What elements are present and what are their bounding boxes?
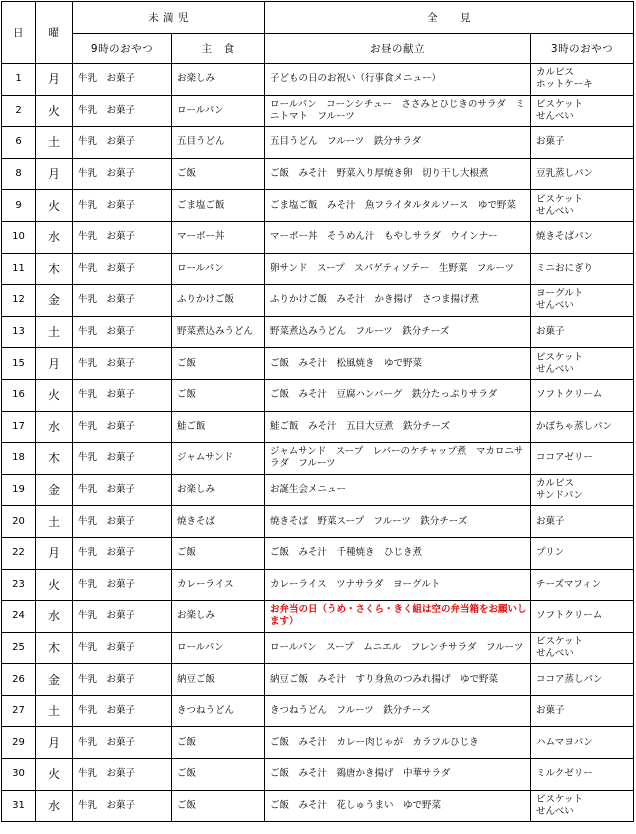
cell-snack-am: 牛乳 お菓子 (73, 664, 172, 696)
cell-lunch: お誕生会メニュー (265, 474, 531, 506)
cell-weekday: 土 (36, 506, 73, 538)
table-row (2, 443, 634, 475)
cell-lunch: 鮭ご飯 みそ汁 五目大豆煮 鉄分チーズ (265, 411, 531, 443)
cell-staple: ロールパン (172, 95, 265, 127)
cell-lunch: ご飯 みそ汁 千種焼き ひじき煮 (265, 537, 531, 569)
cell-snack-pm: ソフトクリーム (531, 601, 634, 633)
cell-staple: ご飯 (172, 759, 265, 791)
cell-staple: ご飯 (172, 348, 265, 380)
cell-staple: 納豆ご飯 (172, 664, 265, 696)
cell-day: 31 (2, 790, 36, 822)
cell-snack-am: 牛乳 お菓子 (73, 506, 172, 538)
header-lunch: お昼の献立 (265, 34, 531, 64)
table-row (2, 190, 634, 222)
cell-weekday: 月 (36, 158, 73, 190)
cell-lunch: ロールパン スープ ムニエル フレンチサラダ フルーツ (265, 632, 531, 664)
cell-weekday: 火 (36, 759, 73, 791)
cell-lunch: きつねうどん フルーツ 鉄分チーズ (265, 695, 531, 727)
cell-day: 12 (2, 285, 36, 317)
cell-snack-pm: 焼きそばパン (531, 221, 634, 253)
table-row (2, 790, 634, 822)
cell-weekday: 火 (36, 379, 73, 411)
table-row (2, 601, 634, 633)
cell-snack-am: 牛乳 お菓子 (73, 411, 172, 443)
cell-staple: ご飯 (172, 379, 265, 411)
table-row (2, 664, 634, 696)
cell-snack-pm: 豆乳蒸しパン (531, 158, 634, 190)
cell-snack-pm: カルピス ホットケーキ (531, 64, 634, 96)
cell-snack-am: 牛乳 お菓子 (73, 95, 172, 127)
cell-snack-am: 牛乳 お菓子 (73, 727, 172, 759)
cell-day: 6 (2, 127, 36, 159)
cell-lunch: マーボー丼 そうめん汁 もやしサラダ ウインナー (265, 221, 531, 253)
cell-snack-pm: チーズマフィン (531, 569, 634, 601)
cell-day: 17 (2, 411, 36, 443)
cell-lunch: 卵サンド スープ スパゲティソテー 生野菜 フルーツ (265, 253, 531, 285)
table-row (2, 474, 634, 506)
cell-staple: カレーライス (172, 569, 265, 601)
cell-snack-pm: ココア蒸しパン (531, 664, 634, 696)
cell-snack-pm: ココアゼリー (531, 443, 634, 475)
cell-day: 20 (2, 506, 36, 538)
cell-staple: ふりかけご飯 (172, 285, 265, 317)
header-day: 日 (2, 2, 36, 64)
cell-lunch: ごま塩ご飯 みそ汁 魚フライタルタルソース ゆで野菜 (265, 190, 531, 222)
table-row (2, 537, 634, 569)
cell-staple: ご飯 (172, 727, 265, 759)
table-row (2, 316, 634, 348)
cell-day: 26 (2, 664, 36, 696)
cell-lunch: ご飯 みそ汁 カレー肉じゃが カラフルひじき (265, 727, 531, 759)
cell-weekday: 月 (36, 348, 73, 380)
cell-snack-am: 牛乳 お菓子 (73, 221, 172, 253)
cell-lunch: 納豆ご飯 みそ汁 すり身魚のつみれ揚げ ゆで野菜 (265, 664, 531, 696)
cell-snack-pm: プリン (531, 537, 634, 569)
cell-snack-am: 牛乳 お菓子 (73, 348, 172, 380)
cell-day: 27 (2, 695, 36, 727)
cell-staple: マーボー丼 (172, 221, 265, 253)
cell-lunch: 子どもの日のお祝い（行事食メニュー） (265, 64, 531, 96)
header-staple: 主 食 (172, 34, 265, 64)
cell-snack-pm: ビスケット せんべい (531, 790, 634, 822)
cell-lunch: ご飯 みそ汁 松風焼き ゆで野菜 (265, 348, 531, 380)
header-under: 未 満 児 (73, 2, 265, 34)
table-row (2, 695, 634, 727)
cell-snack-pm: ビスケット せんべい (531, 95, 634, 127)
table-row (2, 727, 634, 759)
cell-snack-pm: お菓子 (531, 506, 634, 538)
cell-lunch: ご飯 みそ汁 野菜入り厚焼き卵 切り干し大根煮 (265, 158, 531, 190)
cell-day: 25 (2, 632, 36, 664)
cell-weekday: 木 (36, 632, 73, 664)
cell-snack-pm: お菓子 (531, 127, 634, 159)
cell-day: 19 (2, 474, 36, 506)
table-row (2, 379, 634, 411)
cell-snack-am: 牛乳 お菓子 (73, 127, 172, 159)
cell-day: 29 (2, 727, 36, 759)
cell-weekday: 火 (36, 95, 73, 127)
cell-snack-am: 牛乳 お菓子 (73, 759, 172, 791)
cell-snack-am: 牛乳 お菓子 (73, 695, 172, 727)
cell-staple: ロールパン (172, 253, 265, 285)
cell-snack-am: 牛乳 お菓子 (73, 537, 172, 569)
table-row (2, 64, 634, 96)
cell-day: 8 (2, 158, 36, 190)
cell-staple: 五目うどん (172, 127, 265, 159)
table-row (2, 221, 634, 253)
cell-staple: お楽しみ (172, 601, 265, 633)
table-row (2, 348, 634, 380)
cell-day: 1 (2, 64, 36, 96)
cell-weekday: 金 (36, 474, 73, 506)
cell-day: 18 (2, 443, 36, 475)
cell-snack-pm: ソフトクリーム (531, 379, 634, 411)
cell-weekday: 月 (36, 64, 73, 96)
cell-day: 30 (2, 759, 36, 791)
cell-snack-am: 牛乳 お菓子 (73, 253, 172, 285)
cell-snack-am: 牛乳 お菓子 (73, 64, 172, 96)
table-row (2, 411, 634, 443)
cell-day: 9 (2, 190, 36, 222)
cell-lunch: お弁当の日（うめ・さくら・きく組は空の弁当箱をお願いします） (265, 601, 531, 633)
cell-snack-am: 牛乳 お菓子 (73, 474, 172, 506)
cell-day: 16 (2, 379, 36, 411)
cell-weekday: 土 (36, 316, 73, 348)
cell-snack-pm: ヨーグルト せんべい (531, 285, 634, 317)
cell-lunch: ジャムサンド スープ レバーのケチャップ煮 マカロニサラダ フルーツ (265, 443, 531, 475)
cell-snack-am: 牛乳 お菓子 (73, 190, 172, 222)
cell-lunch: ロールパン コーンシチュー ささみとひじきのサラダ ミニトマト フルーツ (265, 95, 531, 127)
cell-weekday: 土 (36, 695, 73, 727)
cell-weekday: 水 (36, 411, 73, 443)
cell-lunch: ご飯 みそ汁 鶏唐かき揚げ 中華サラダ (265, 759, 531, 791)
cell-weekday: 水 (36, 790, 73, 822)
cell-snack-pm: ビスケット せんべい (531, 632, 634, 664)
cell-day: 11 (2, 253, 36, 285)
table-row (2, 632, 634, 664)
cell-day: 22 (2, 537, 36, 569)
table-row (2, 253, 634, 285)
cell-snack-pm: かぼちゃ蒸しパン (531, 411, 634, 443)
cell-staple: お楽しみ (172, 64, 265, 96)
cell-day: 15 (2, 348, 36, 380)
cell-weekday: 月 (36, 537, 73, 569)
table-row (2, 158, 634, 190)
cell-snack-am: 牛乳 お菓子 (73, 601, 172, 633)
cell-staple: ご飯 (172, 158, 265, 190)
cell-snack-pm: カルピス サンドパン (531, 474, 634, 506)
cell-day: 13 (2, 316, 36, 348)
cell-snack-am: 牛乳 お菓子 (73, 443, 172, 475)
cell-day: 2 (2, 95, 36, 127)
table-row (2, 759, 634, 791)
cell-weekday: 金 (36, 664, 73, 696)
cell-staple: お楽しみ (172, 474, 265, 506)
cell-lunch: 五目うどん フルーツ 鉄分サラダ (265, 127, 531, 159)
table-row (2, 285, 634, 317)
cell-staple: 鮭ご飯 (172, 411, 265, 443)
table-row (2, 95, 634, 127)
cell-snack-am: 牛乳 お菓子 (73, 316, 172, 348)
cell-lunch: ふりかけご飯 みそ汁 かき揚げ さつま揚げ煮 (265, 285, 531, 317)
cell-weekday: 月 (36, 727, 73, 759)
cell-staple: 野菜煮込みうどん (172, 316, 265, 348)
cell-weekday: 金 (36, 285, 73, 317)
cell-day: 10 (2, 221, 36, 253)
cell-snack-am: 牛乳 お菓子 (73, 632, 172, 664)
cell-snack-pm: お菓子 (531, 316, 634, 348)
cell-staple: ごま塩ご飯 (172, 190, 265, 222)
cell-weekday: 水 (36, 221, 73, 253)
cell-staple: 焼きそば (172, 506, 265, 538)
menu-table (1, 1, 634, 822)
cell-day: 23 (2, 569, 36, 601)
cell-weekday: 土 (36, 127, 73, 159)
cell-weekday: 水 (36, 601, 73, 633)
cell-lunch: 焼きそば 野菜スープ フルーツ 鉄分チーズ (265, 506, 531, 538)
cell-weekday: 火 (36, 190, 73, 222)
cell-snack-pm: ミルクゼリー (531, 759, 634, 791)
table-row (2, 569, 634, 601)
cell-lunch: 野菜煮込みうどん フルーツ 鉄分チーズ (265, 316, 531, 348)
cell-lunch: ご飯 みそ汁 豆腐ハンバーグ 鉄分たっぷりサラダ (265, 379, 531, 411)
cell-snack-am: 牛乳 お菓子 (73, 569, 172, 601)
cell-snack-pm: ハムマヨパン (531, 727, 634, 759)
cell-weekday: 火 (36, 569, 73, 601)
header-all: 全 見 (265, 2, 634, 34)
cell-staple: ジャムサンド (172, 443, 265, 475)
cell-weekday: 木 (36, 443, 73, 475)
cell-snack-am: 牛乳 お菓子 (73, 790, 172, 822)
cell-snack-pm: ビスケット せんべい (531, 348, 634, 380)
cell-snack-pm: ビスケット せんべい (531, 190, 634, 222)
cell-snack-am: 牛乳 お菓子 (73, 158, 172, 190)
cell-snack-am: 牛乳 お菓子 (73, 379, 172, 411)
header-snack-pm: 3時のおやつ (531, 34, 634, 64)
header-snack-am: 9時のおやつ (73, 34, 172, 64)
cell-snack-pm: ミニおにぎり (531, 253, 634, 285)
cell-lunch: ご飯 みそ汁 花しゅうまい ゆで野菜 (265, 790, 531, 822)
cell-staple: ご飯 (172, 537, 265, 569)
cell-staple: きつねうどん (172, 695, 265, 727)
cell-lunch: カレーライス ツナサラダ ヨーグルト (265, 569, 531, 601)
cell-snack-pm: お菓子 (531, 695, 634, 727)
header-weekday: 曜 (36, 2, 73, 64)
cell-weekday: 木 (36, 253, 73, 285)
table-row (2, 127, 634, 159)
cell-snack-am: 牛乳 お菓子 (73, 285, 172, 317)
cell-staple: ご飯 (172, 790, 265, 822)
cell-staple: ロールパン (172, 632, 265, 664)
cell-day: 24 (2, 601, 36, 633)
table-row (2, 506, 634, 538)
